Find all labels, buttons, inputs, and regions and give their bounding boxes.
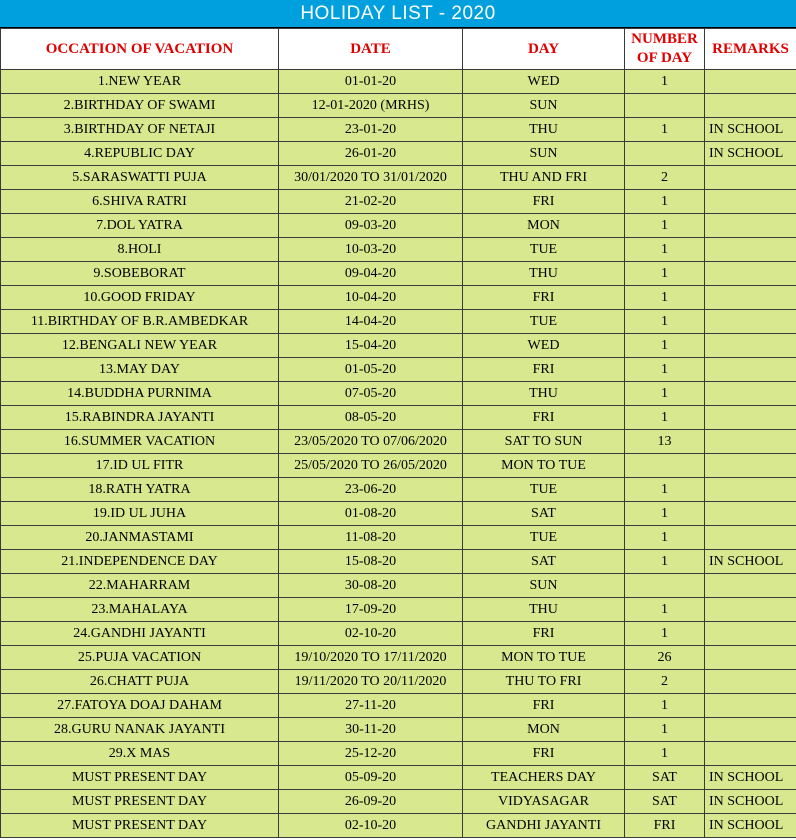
cell-remarks bbox=[705, 286, 796, 310]
cell-date: 17-09-20 bbox=[279, 598, 463, 622]
cell-occasion: 26.CHATT PUJA bbox=[1, 670, 279, 694]
cell-remarks bbox=[705, 214, 796, 238]
cell-number-of-day bbox=[625, 142, 705, 166]
cell-number-of-day: 2 bbox=[625, 670, 705, 694]
cell-remarks bbox=[705, 430, 796, 454]
cell-date: 11-08-20 bbox=[279, 526, 463, 550]
cell-remarks bbox=[705, 574, 796, 598]
cell-number-of-day: 1 bbox=[625, 550, 705, 574]
cell-number-of-day: 26 bbox=[625, 646, 705, 670]
cell-remarks bbox=[705, 454, 796, 478]
holiday-table bbox=[0, 28, 796, 838]
cell-remarks bbox=[705, 334, 796, 358]
cell-number-of-day bbox=[625, 94, 705, 118]
cell-occasion: 19.ID UL JUHA bbox=[1, 502, 279, 526]
cell-day: WED bbox=[463, 334, 625, 358]
cell-remarks bbox=[705, 358, 796, 382]
cell-date: 25/05/2020 TO 26/05/2020 bbox=[279, 454, 463, 478]
cell-occasion: 4.REPUBLIC DAY bbox=[1, 142, 279, 166]
cell-date: 19/11/2020 TO 20/11/2020 bbox=[279, 670, 463, 694]
cell-remarks bbox=[705, 670, 796, 694]
cell-number-of-day: 1 bbox=[625, 742, 705, 766]
cell-date: 23-01-20 bbox=[279, 118, 463, 142]
cell-number-of-day: 1 bbox=[625, 310, 705, 334]
cell-number-of-day: 1 bbox=[625, 502, 705, 526]
cell-number-of-day: SAT bbox=[625, 790, 705, 814]
cell-remarks bbox=[705, 94, 796, 118]
cell-remarks bbox=[705, 166, 796, 190]
table-row bbox=[1, 814, 796, 838]
cell-occasion: 25.PUJA VACATION bbox=[1, 646, 279, 670]
cell-day: FRI bbox=[463, 622, 625, 646]
header-remarks: REMARKS bbox=[705, 29, 796, 70]
cell-day: THU bbox=[463, 118, 625, 142]
cell-remarks: IN SCHOOL bbox=[705, 550, 796, 574]
table-row bbox=[1, 166, 796, 190]
cell-day: TEACHERS DAY bbox=[463, 766, 625, 790]
cell-remarks: IN SCHOOL bbox=[705, 766, 796, 790]
cell-number-of-day: 1 bbox=[625, 358, 705, 382]
cell-number-of-day: 2 bbox=[625, 166, 705, 190]
header-date: DATE bbox=[279, 29, 463, 70]
cell-remarks bbox=[705, 598, 796, 622]
cell-remarks: IN SCHOOL bbox=[705, 790, 796, 814]
cell-remarks bbox=[705, 694, 796, 718]
table-row bbox=[1, 622, 796, 646]
table-row bbox=[1, 670, 796, 694]
table-row bbox=[1, 382, 796, 406]
cell-number-of-day: 1 bbox=[625, 262, 705, 286]
cell-date: 10-04-20 bbox=[279, 286, 463, 310]
table-row bbox=[1, 358, 796, 382]
table-row bbox=[1, 526, 796, 550]
cell-occasion: 3.BIRTHDAY OF NETAJI bbox=[1, 118, 279, 142]
cell-date: 19/10/2020 TO 17/11/2020 bbox=[279, 646, 463, 670]
cell-day: MON bbox=[463, 214, 625, 238]
cell-occasion: MUST PRESENT DAY bbox=[1, 790, 279, 814]
cell-date: 30/01/2020 TO 31/01/2020 bbox=[279, 166, 463, 190]
cell-day: FRI bbox=[463, 190, 625, 214]
table-row bbox=[1, 598, 796, 622]
table-row bbox=[1, 646, 796, 670]
cell-date: 26-09-20 bbox=[279, 790, 463, 814]
cell-number-of-day: 1 bbox=[625, 694, 705, 718]
cell-remarks bbox=[705, 70, 796, 94]
cell-number-of-day: 1 bbox=[625, 238, 705, 262]
cell-occasion: 1.NEW YEAR bbox=[1, 70, 279, 94]
cell-remarks bbox=[705, 742, 796, 766]
cell-day: FRI bbox=[463, 742, 625, 766]
cell-date: 02-10-20 bbox=[279, 814, 463, 838]
cell-remarks: IN SCHOOL bbox=[705, 118, 796, 142]
cell-day: SAT bbox=[463, 502, 625, 526]
cell-date: 12-01-2020 (MRHS) bbox=[279, 94, 463, 118]
cell-remarks bbox=[705, 382, 796, 406]
cell-date: 05-09-20 bbox=[279, 766, 463, 790]
cell-date: 01-05-20 bbox=[279, 358, 463, 382]
cell-day: THU TO FRI bbox=[463, 670, 625, 694]
cell-occasion: 7.DOL YATRA bbox=[1, 214, 279, 238]
cell-occasion: 20.JANMASTAMI bbox=[1, 526, 279, 550]
cell-date: 30-11-20 bbox=[279, 718, 463, 742]
cell-remarks bbox=[705, 622, 796, 646]
cell-remarks bbox=[705, 478, 796, 502]
cell-date: 26-01-20 bbox=[279, 142, 463, 166]
cell-day: TUE bbox=[463, 310, 625, 334]
cell-number-of-day: FRI bbox=[625, 814, 705, 838]
cell-occasion: MUST PRESENT DAY bbox=[1, 766, 279, 790]
cell-day: MON TO TUE bbox=[463, 454, 625, 478]
cell-date: 27-11-20 bbox=[279, 694, 463, 718]
cell-day: FRI bbox=[463, 694, 625, 718]
cell-number-of-day: 1 bbox=[625, 334, 705, 358]
cell-occasion: MUST PRESENT DAY bbox=[1, 814, 279, 838]
cell-occasion: 9.SOBEBORAT bbox=[1, 262, 279, 286]
header-number-of-day: NUMBER OF DAY bbox=[625, 29, 705, 70]
cell-occasion: 8.HOLI bbox=[1, 238, 279, 262]
table-row bbox=[1, 406, 796, 430]
cell-date: 15-04-20 bbox=[279, 334, 463, 358]
header-day: DAY bbox=[463, 29, 625, 70]
cell-remarks bbox=[705, 238, 796, 262]
cell-day: TUE bbox=[463, 478, 625, 502]
cell-occasion: 5.SARASWATTI PUJA bbox=[1, 166, 279, 190]
cell-date: 01-01-20 bbox=[279, 70, 463, 94]
cell-occasion: 13.MAY DAY bbox=[1, 358, 279, 382]
table-row bbox=[1, 550, 796, 574]
cell-number-of-day: 1 bbox=[625, 406, 705, 430]
table-row bbox=[1, 238, 796, 262]
cell-day: SUN bbox=[463, 142, 625, 166]
cell-remarks bbox=[705, 262, 796, 286]
cell-number-of-day bbox=[625, 574, 705, 598]
cell-number-of-day: 1 bbox=[625, 718, 705, 742]
table-row bbox=[1, 790, 796, 814]
cell-remarks bbox=[705, 406, 796, 430]
table-row bbox=[1, 190, 796, 214]
cell-day: FRI bbox=[463, 358, 625, 382]
cell-date: 14-04-20 bbox=[279, 310, 463, 334]
cell-number-of-day: 1 bbox=[625, 598, 705, 622]
cell-occasion: 2.BIRTHDAY OF SWAMI bbox=[1, 94, 279, 118]
cell-day: SUN bbox=[463, 94, 625, 118]
table-row bbox=[1, 94, 796, 118]
table-row bbox=[1, 70, 796, 94]
table-row bbox=[1, 574, 796, 598]
cell-occasion: 23.MAHALAYA bbox=[1, 598, 279, 622]
cell-day: THU bbox=[463, 262, 625, 286]
cell-date: 23/05/2020 TO 07/06/2020 bbox=[279, 430, 463, 454]
cell-date: 30-08-20 bbox=[279, 574, 463, 598]
table-row bbox=[1, 718, 796, 742]
table-row bbox=[1, 742, 796, 766]
cell-remarks bbox=[705, 526, 796, 550]
cell-occasion: 17.ID UL FITR bbox=[1, 454, 279, 478]
cell-number-of-day bbox=[625, 454, 705, 478]
table-row bbox=[1, 430, 796, 454]
cell-day: TUE bbox=[463, 238, 625, 262]
cell-day: SUN bbox=[463, 574, 625, 598]
cell-number-of-day: SAT bbox=[625, 766, 705, 790]
table-row bbox=[1, 502, 796, 526]
cell-remarks bbox=[705, 646, 796, 670]
cell-number-of-day: 13 bbox=[625, 430, 705, 454]
cell-occasion: 15.RABINDRA JAYANTI bbox=[1, 406, 279, 430]
cell-day: MON TO TUE bbox=[463, 646, 625, 670]
cell-day: THU bbox=[463, 598, 625, 622]
cell-date: 09-04-20 bbox=[279, 262, 463, 286]
cell-number-of-day: 1 bbox=[625, 526, 705, 550]
cell-remarks bbox=[705, 310, 796, 334]
table-row bbox=[1, 214, 796, 238]
sheet-title: HOLIDAY LIST - 2020 bbox=[0, 0, 796, 28]
cell-day: THU bbox=[463, 382, 625, 406]
cell-occasion: 14.BUDDHA PURNIMA bbox=[1, 382, 279, 406]
cell-day: THU AND FRI bbox=[463, 166, 625, 190]
cell-number-of-day: 1 bbox=[625, 478, 705, 502]
cell-remarks bbox=[705, 718, 796, 742]
cell-occasion: 28.GURU NANAK JAYANTI bbox=[1, 718, 279, 742]
cell-day: MON bbox=[463, 718, 625, 742]
table-row bbox=[1, 478, 796, 502]
cell-occasion: 18.RATH YATRA bbox=[1, 478, 279, 502]
cell-occasion: 21.INDEPENDENCE DAY bbox=[1, 550, 279, 574]
table-row bbox=[1, 118, 796, 142]
table-row bbox=[1, 454, 796, 478]
cell-date: 07-05-20 bbox=[279, 382, 463, 406]
table-row bbox=[1, 694, 796, 718]
cell-day: SAT bbox=[463, 550, 625, 574]
cell-occasion: 6.SHIVA RATRI bbox=[1, 190, 279, 214]
cell-occasion: 12.BENGALI NEW YEAR bbox=[1, 334, 279, 358]
cell-date: 10-03-20 bbox=[279, 238, 463, 262]
cell-occasion: 29.X MAS bbox=[1, 742, 279, 766]
table-row bbox=[1, 286, 796, 310]
table-row bbox=[1, 262, 796, 286]
cell-date: 02-10-20 bbox=[279, 622, 463, 646]
table-row bbox=[1, 142, 796, 166]
cell-date: 15-08-20 bbox=[279, 550, 463, 574]
table-row bbox=[1, 766, 796, 790]
cell-day: FRI bbox=[463, 406, 625, 430]
cell-remarks: IN SCHOOL bbox=[705, 142, 796, 166]
cell-day: FRI bbox=[463, 286, 625, 310]
cell-remarks: IN SCHOOL bbox=[705, 814, 796, 838]
cell-date: 21-02-20 bbox=[279, 190, 463, 214]
cell-date: 08-05-20 bbox=[279, 406, 463, 430]
table-row bbox=[1, 334, 796, 358]
cell-number-of-day: 1 bbox=[625, 70, 705, 94]
cell-number-of-day: 1 bbox=[625, 190, 705, 214]
cell-day: WED bbox=[463, 70, 625, 94]
cell-date: 23-06-20 bbox=[279, 478, 463, 502]
cell-occasion: 22.MAHARRAM bbox=[1, 574, 279, 598]
cell-occasion: 11.BIRTHDAY OF B.R.AMBEDKAR bbox=[1, 310, 279, 334]
cell-day: GANDHI JAYANTI bbox=[463, 814, 625, 838]
table-row bbox=[1, 310, 796, 334]
cell-remarks bbox=[705, 190, 796, 214]
cell-date: 01-08-20 bbox=[279, 502, 463, 526]
cell-day: TUE bbox=[463, 526, 625, 550]
cell-number-of-day: 1 bbox=[625, 382, 705, 406]
cell-number-of-day: 1 bbox=[625, 118, 705, 142]
cell-date: 25-12-20 bbox=[279, 742, 463, 766]
cell-date: 09-03-20 bbox=[279, 214, 463, 238]
cell-day: VIDYASAGAR bbox=[463, 790, 625, 814]
header-row bbox=[1, 29, 796, 70]
cell-occasion: 27.FATOYA DOAJ DAHAM bbox=[1, 694, 279, 718]
cell-number-of-day: 1 bbox=[625, 214, 705, 238]
cell-occasion: 10.GOOD FRIDAY bbox=[1, 286, 279, 310]
cell-occasion: 16.SUMMER VACATION bbox=[1, 430, 279, 454]
header-occasion: OCCATION OF VACATION bbox=[1, 29, 279, 70]
cell-day: SAT TO SUN bbox=[463, 430, 625, 454]
cell-number-of-day: 1 bbox=[625, 286, 705, 310]
cell-number-of-day: 1 bbox=[625, 622, 705, 646]
cell-remarks bbox=[705, 502, 796, 526]
cell-occasion: 24.GANDHI JAYANTI bbox=[1, 622, 279, 646]
